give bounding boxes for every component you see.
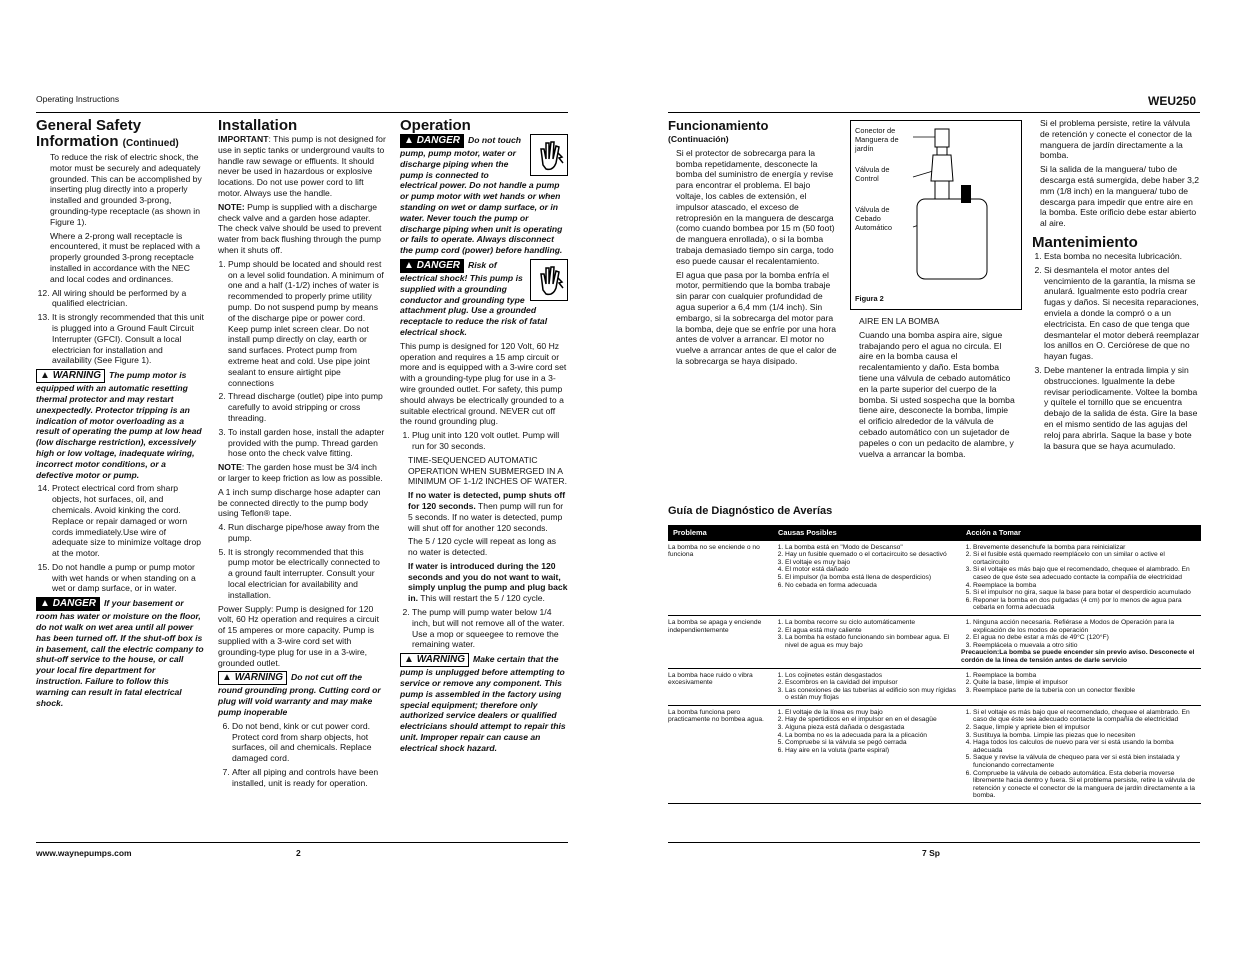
operation-p1: This pump is designed for 120 Volt, 60 Hz operation and requires a 15 amp circuit or more and is equipped with a 3-wire cord set with a grounding-type plug for use in a 3-wire grounded outlet. For safety, this pump should always be electrically grounded to a suitable electrical ground. NEVER cut off the round grounding plug. xyxy=(400,340,567,427)
table-row: La bomba funciona pero practicamente no bombea agua. 1. El voltaje de la línea es muy bajo 2. Hay de spertidicos en el impulsor en en el desagüe 3. Alguna pieza está dañada o desgastada 4. La bomba no es la adecuada para la a plicación 5. Compruebe si la válvula se pegó cerrada 6. Hay aire en la voluta (parte espiral) 1. Si el voltaje es más bajo que el recomendado, chequee el alambrado. En caso de que éste sea adecuado contacte la compañía de electricidad 2. Saque, limpie y apriete bien el impulsor 3. Sustituya la bomba. Limpie las piezas que lo necesiten 4. Haga todos los calculos de nuevo para ver si está usando la bomba adecuada 5. Saque y revise la válvula de chequeo para ver si está bien instalada y funcionando correctamente 6. Compruebe la válvula de cebado automática. Esta debería moverse libremente hacia dentro y fuera. Si el problema persiste, retire la válvula de retención y conecte el conector de la manguera de jardín directamente a la bomba. xyxy=(668,705,1201,803)
warning-service: ▲ WARNING Make certain that the pump is unplugged before attempting to service or remove any component. This pump is assembled in the factory using special equipment; therefore only authorized service dealers or qualified electricians should attempt to repair this unit. Improper repair can cause an electrical shock hazard. xyxy=(400,654,566,753)
footer-url[interactable]: www.waynepumps.com xyxy=(36,848,132,858)
right-page xyxy=(630,0,1235,954)
header-label: Operating Instructions xyxy=(36,94,120,104)
func-title: Funcionamiento xyxy=(668,118,769,133)
danger-shock: ▲ DANGER Risk of electrical shock! This pump is supplied with a grounding conductor and grounding type attachment plug. Use a grounded receptacle to reduce the risk of fatal electrical shock. xyxy=(400,259,548,337)
header-rule xyxy=(668,112,1200,113)
install-step-3: 3. To install garden hose, install the adapter provided with the pump. Thread garden hose onto the check valve fitting. xyxy=(228,427,386,459)
warning-prong: ▲ WARNING Do not cut off the round grounding prong. Cutting cord or plug will void warranty and may make pump inoperable xyxy=(218,672,381,718)
installation-column: Installation IMPORTANT: This pump is not designed for use in septic tanks or underground vaults to handle raw sewage or effluents. It should never be used in hazardous or explosive locations. Do not use power cord to lift motor. Always use the handle. NOTE: Pump is supplied with a discharge check valve and a garden hose adapter. The check valve should be used to prevent water from back flushing through the pump when it shuts off. 1. Pump should be located and should rest on a level solid foundation. A minimum of one and a half (1-1/2) inches of water is recommended to properly prime utility pump. Do not suspend pump by means of the discharge pipe or power cord. Keep pump inlet screen clear. Do not install pump directly on clay, earth or sand surfaces. Protect pump from extreme heat and cold. Use pipe joint sealant to ensure airtight pipe connections 2. Thread discharge (outlet) pipe into pump carefully to avoid stripping or cross threading. 3. To install garden hose, install the adapter provided with the pump. Thread garden hose onto the check valve fitting. NOTE: The garden hose must be 3/4 inch or larger to keep friction as low as possible. A 1 inch sump discharge hose adapter can be connected directly to the pump body using Teflon® tape. 4. Run discharge pipe/hose away from the pump. 5. It is strongly recommended that this pump motor be electrically connected to a ground fault interrupter. Consult your local electrician for availability and installation. Power Supply: Pump is designed for 120 volt, 60 Hz operation and requires a circuit of 15 amperes or more capacity. Pump is supplied with a 3-wire cord set with grounding-type plug for use in a 3-wire, grounded outlet. ▲ WARNING Do not cut off the round grounding prong. Cutting cord or plug will void warranty and may make pump inoperable 6. Do not bend, kink or cut power cord. Protect cord from sharp objects, hot surfaces, oil and chemicals. Replace damaged cord. 7. After all piping and controls have been installed, unit is ready for operation. xyxy=(218,118,386,792)
install-step-1: 1. Pump should be located and should rest on a level solid foundation. A minimum of one and a half (1-1/2) inches of water is recommended to properly prime utility pump. Do not suspend pump by means of the discharge pipe or power cord. Keep pump inlet screen clear. Do not install pump directly on clay, earth or sand surfaces. Protect pump from extreme heat and cold. Use pipe joint sealant to ensure airtight pipe connections xyxy=(228,259,386,389)
safety-item-12: 12. All wiring should be performed by a qualified electrician. xyxy=(52,288,204,310)
safety-item-15: 15. Do not handle a pump or pump motor with wet hands or when standing on a wet or damp surface, or in water. xyxy=(52,562,204,594)
footer-rule xyxy=(36,842,568,843)
shock-hand-icon xyxy=(530,259,568,301)
func-column: Funcionamiento (Continuación) Si el protector de sobrecarga para la bomba repetidamente, desconecte la bomba del suministro de energía y revise para encontrar el problema. El bajo voltaje, los cables de extensión, el impulsor atascado, el exceso de retropresión en la manguera de descarga (como cuando bombea por 15 m (50 foot) de manguera enrollada), o si la bomba trabaja demasiado tiempo sin carga, todo eso puede causar el recalentamiento. El agua que pasa por la bomba enfría el motor, permitiendo que la bomba trabaje sin parar con cualquier profundidad de agua superior a 6,4 mm (1/4 inch). Sin embargo, si la sobrecarga del motor para la bomba, deje que se enfríe por una hora antes de volver a arrancar. El motor no vuelve a arrancar antes de que el calor de la sobrecarga se haya disipado. xyxy=(668,118,837,366)
install-step-2: 2. Thread discharge (outlet) pipe into pump carefully to avoid stripping or cross threading. xyxy=(228,391,386,423)
installation-title: Installation xyxy=(218,117,298,134)
pump-illustration xyxy=(911,125,1017,285)
shock-hand-icon xyxy=(530,134,568,176)
warning-thermal: ▲ WARNING The pump motor is equipped with an automatic resetting thermal protector and may restart unexpectedly. Protector tripping is an indication of motor overloading as a result of operating the pump at low head (low discharge restriction), excessively high or low voltage, inadequate wiring, incorrect motor conditions, or a defective motor or pump. xyxy=(36,370,202,480)
table-row: La bomba se apaga y enciende independientemente 1. La bomba recorre su ciclo automáticamente 2. El agua está muy caliente 3. La bomba ha estado funcionando sin bombear agua. El nivel de agua es muy bajo 1. Ninguna acción necesaria. Refiérase a Modos de Operación para la explicación de los modos de operación 2. El agua no debe estar a más de 49°C (120°F) 3. Reemplácela o muevala a otro sitio Precaucion:La bomba se puede encender sin previo aviso. Desconecte el cordón de la línea de tensión antes de darle servicio xyxy=(668,615,1201,668)
footer-rule xyxy=(668,842,1200,843)
troubleshooting-title: Guía de Diagnóstico de Averías xyxy=(668,505,833,517)
safety-column xyxy=(36,118,204,711)
warning-label: ▲ WARNING xyxy=(36,369,105,383)
air-section: AIRE EN LA BOMBA Cuando una bomba aspira aire, sigue trabajando pero el agua no circula. El aire en la bomba causa el recalentamiento y daño. Esta bomba tiene una válvula de cebado automático en la parte superior del cuerpo de la bomba. Si usted sospecha que la bomba tiene aire, desconecte la bomba, limpie el orificio alrededor de la válvula de cebado automático con un sujetador de papeles o con un pedacito de alambre, y vuelva a arrancar la bomba. xyxy=(859,316,1015,459)
troubleshooting-table: Problema Causas Posibles Acción a Tomar La bomba no se enciende o no funciona 1. La bomba está en "Modo de Descanso" 2. Hay un fusible quemado o el cortacircuito se desactivó 3. El voltaje es muy bajo 4. El motor está dañado 5. El impulsor (la bomba está llena de desperdicios) 6. No cebada en forma adecuada 1. Brevemente desenchufe la bomba para reinicializar 2. Si el fusible está quemado reemplácelo con un similar o active el cortacircuito 3. Si el voltaje es más bajo que el recomendado, chequee el alambrado. En caseo de que éste sea adecuado contacte la compañía de electricidad 4. Reemplace la bomba 5. Si el impulsor no gira, saque la base para botar el desperdicio acumulado 6. Reponer la bomba en dos pulgadas (4 cm) por lo menos de agua para cebarla en forma adecuada La bomba se apaga y enciende independientemente 1. La bomba recorre su ciclo automáticamente 2. El agua está muy caliente 3. La bomba ha estado funcionando sin bombear agua. El nivel de agua es muy bajo 1. Ninguna acción necesaria. Refiérase a Modos de Operación para la explicación de los modos de operación 2. El agua no debe estar a más de 49°C (120°F) 3. Reemplácela o muevala a otro sitio Precaucion:La bomba se puede encender sin previo aviso. Desconecte el cordón de la línea de tensión antes de darle servicio La bomba hace ruido o vibra excesivamente 1. Los cojinetes están desgastados 2. Escombros en la cavidad del impulsor 3. Las conexiones de las tuberías al edificio son muy rígidas o están muy flojas 1. Reemplace la bomba 2. Quite la base, limpie el impulsor 3. Reemplace parte de la tubería con un conector flexible La bomba funciona pero practicamente no bombea agua. 1. El voltaje de la línea es muy bajo 2. Hay de spertidicos en el impulsor en en el desagüe 3. Alguna pieza está dañada o desgastada 4. La bomba no es la adecuada para la a plicación 5. Compruebe si la válvula se pegó cerrada 6. Hay aire en la voluta (parte espiral) 1. Si el voltaje es más bajo que el recomendado, chequee el alambrado. En caso de que éste sea adecuado contacte la compañía de electricidad 2. Saque, limpie y apriete bien el impulsor 3. Sustituya la bomba. Limpie las piezas que lo necesiten 4. Haga todos los calculos de nuevo para ver si está usando la bomba adecuada 5. Saque y revise la válvula de chequeo para ver si está bien instalada y funcionando correctamente 6. Compruebe la válvula de cebado automática. Esta debería moverse libremente hacia dentro y fuera. Si el problema persiste, retire la válvula de retención y conecte el conector de la manguera de jardín directamente a la bomba. xyxy=(668,525,1201,804)
page-number: 2 xyxy=(296,848,301,858)
page-number: 7 Sp xyxy=(922,848,940,858)
safety-p2: Where a 2-prong wall receptacle is encountered, it must be replaced with a properly grounded 3-prong receptacle installed in accordance with the NEC and local codes and ordinances. xyxy=(50,230,201,284)
operation-column: Operation ▲ DANGER Do not touch pump, pump motor, water or discharge piping when the pump is connected to electrical power. Do not handle a pump or pump motor with wet hands or when standing on wet or damp surface, or in water. Never touch the pump or discharge piping when unit is operating or fails to operate. Always disconnect the pump cord (power) before handling. ▲ DANGER Risk of electrical shock! This pump is supplied with a grounding conductor and grounding type attachment plug. Use a grounded receptacle to reduce the risk of fatal electrical shock. This pump is designed for 120 Volt, 60 Hz operation and requires a 15 amp circuit or more and is equipped with a 3-wire cord set with a grounding-type plug for use in a 3-wire grounded outlet. For safety, this pump should always be electrically grounded to a suitable electrical ground. NEVER cut off the round grounding plug. 1. Plug unit into 120 volt outlet. Pump will run for 30 seconds. TIME-SEQUENCED AUTOMATIC OPERATION WHEN SUBMERGED IN A MINIMUM OF 1-1/2 INCHES OF WATER. If no water is detected, pump shuts off for 120 seconds. Then pump will run for 5 seconds. If no water is detected, pump will shut off for another 120 seconds. The 5 / 120 cycle will repeat as long as no water is detected. If water is introduced during the 120 seconds and you do not want to wait, simply unplug the pump and plug back in. This will restart the 5 / 120 cycle. 2. The pump will pump water below 1/4 inch, but will not remove all of the water. Use a mop or squeegee to remove the remaining water. ▲ WARNING Make certain that the pump is unplugged before attempting to service or remove any component. This pump is assembled in the factory using special equipment; therefore only authorized service dealers or qualified electricians should attempt to repair this unit. Improper repair can cause an electrical shock hazard. xyxy=(400,118,568,757)
safety-item-13: 13. It is strongly recommended that this unit is plugged into a Ground Fault Circuit Interrupter (GFCI). Consult a local electrician for installation and availability (See Figure 1). xyxy=(52,312,204,366)
operation-title: Operation xyxy=(400,117,471,134)
safety-title: General Safety Information (Continued) xyxy=(36,117,179,150)
troubleshooting-section xyxy=(668,505,1201,804)
table-row: La bomba hace ruido o vibra excesivamente 1. Los cojinetes están desgastados 2. Escombros en la cavidad del impulsor 3. Las conexiones de las tuberías al edificio son muy rígidas o están muy flojas 1. Reemplace la bomba 2. Quite la base, limpie el impulsor 3. Reemplace parte de la tubería con un conector flexible xyxy=(668,668,1201,705)
figure-2: Conector de Manguera de jardín Válvula de Control Válvula de Cebado Automático Figura 2 xyxy=(850,120,1022,310)
left-page xyxy=(0,0,600,954)
table-row: La bomba no se enciende o no funciona 1. La bomba está en "Modo de Descanso" 2. Hay un fusible quemado o el cortacircuito se desactivó 3. El voltaje es muy bajo 4. El motor está dañado 5. El impulsor (la bomba está llena de desperdicios) 6. No cebada en forma adecuada 1. Brevemente desenchufe la bomba para reinicializar 2. Si el fusible está quemado reemplácelo con un similar o active el cortacircuito 3. Si el voltaje es más bajo que el recomendado, chequee el alambrado. En caseo de que éste sea adecuado contacte la compañía de electricidad 4. Reemplace la bomba 5. Si el impulsor no gira, saque la base para botar el desperdicio acumulado 6. Reponer la bomba en dos pulgadas (4 cm) por lo menos de agua para cebarla en forma adecuada xyxy=(668,541,1201,616)
danger-label: ▲ DANGER xyxy=(36,597,100,611)
safety-p1: To reduce the risk of electric shock, the motor must be securely and adequately grounded. This can be accomplished by inserting plug directly into a properly installed and grounded 3-prong, grounding-type receptacle (as shown in Figure 1). xyxy=(50,152,202,227)
danger-touch: ▲ DANGER Do not touch pump, pump motor, water or discharge piping when the pump is connected to electrical power. Do not handle a pump or pump motor with wet hands or when standing on wet or damp surface, or in water. Never touch the pump or discharge piping when unit is operating or fails to operate. Always disconnect the pump cord (power) before handling. xyxy=(400,135,563,256)
header-rule xyxy=(36,112,568,113)
maintenance-title: Mantenimiento xyxy=(1032,233,1138,251)
danger-basement: ▲ DANGER If your basement or room has water or moisture on the floor, do not walk on wet area until all power has been turned off. If the shut-off box is in basement, call the electric company to shut-off service to the house, or call your local fire department for instruction. Failure to follow this warning can result in fatal electrical shock. xyxy=(36,598,204,708)
power-supply: Power Supply: Pump is designed for 120 volt, 60 Hz operation and requires a circuit of 15 amperes or more capacity. Pump is supplied with a 3-wire cord set with grounding-type plug for use in a 3-wire, grounded outlet. xyxy=(218,603,379,668)
safety-item-14: 14. Protect electrical cord from sharp objects, hot surfaces, oil, and chemicals. Avoid kinking the cord. Replace or repair damaged or worn cords immediately.Use wire of adequate size to minimize voltage drop at the motor. xyxy=(52,483,204,559)
model-label: WEU250 xyxy=(1148,94,1197,108)
persist-column: Si el problema persiste, retire la válvula de retención y conecte el conector de la manguera de jardín directamente a la bomba. Si la salida de la manguera/ tubo de descarga está sumergida, debe haber 3,2 mm (1/8 inch) en la manguera/ tubo de descarga para impedir que entre aire en la bomba. Este orificio debe estar abierto al aire. Mantenimiento 1. Esta bomba no necesita lubricación. 2. Si desmantela el motor antes del vencimiento de la garantía, la misma se anulará. Igualmente esto podría crear fugas y daños. Si necesita reparaciones, enviela a donde la compró o a un electricista. En caso de que tenga que desmantelar el motor deberá reemplazar los anillos en O. Cerciórese de que no hayan fugas. 3. Debe mantener la entrada limpia y sin obstrucciones. Igualmente la debe revisar periodicamente. Voltee la bomba y quítele el tornillo que se encuentra debajo de la salida de ésta. Gire la base en el mismo sentido de las agujas del reloj para abrirla. Saque la base y bote la basura que se haya acumulado. xyxy=(1032,118,1200,454)
